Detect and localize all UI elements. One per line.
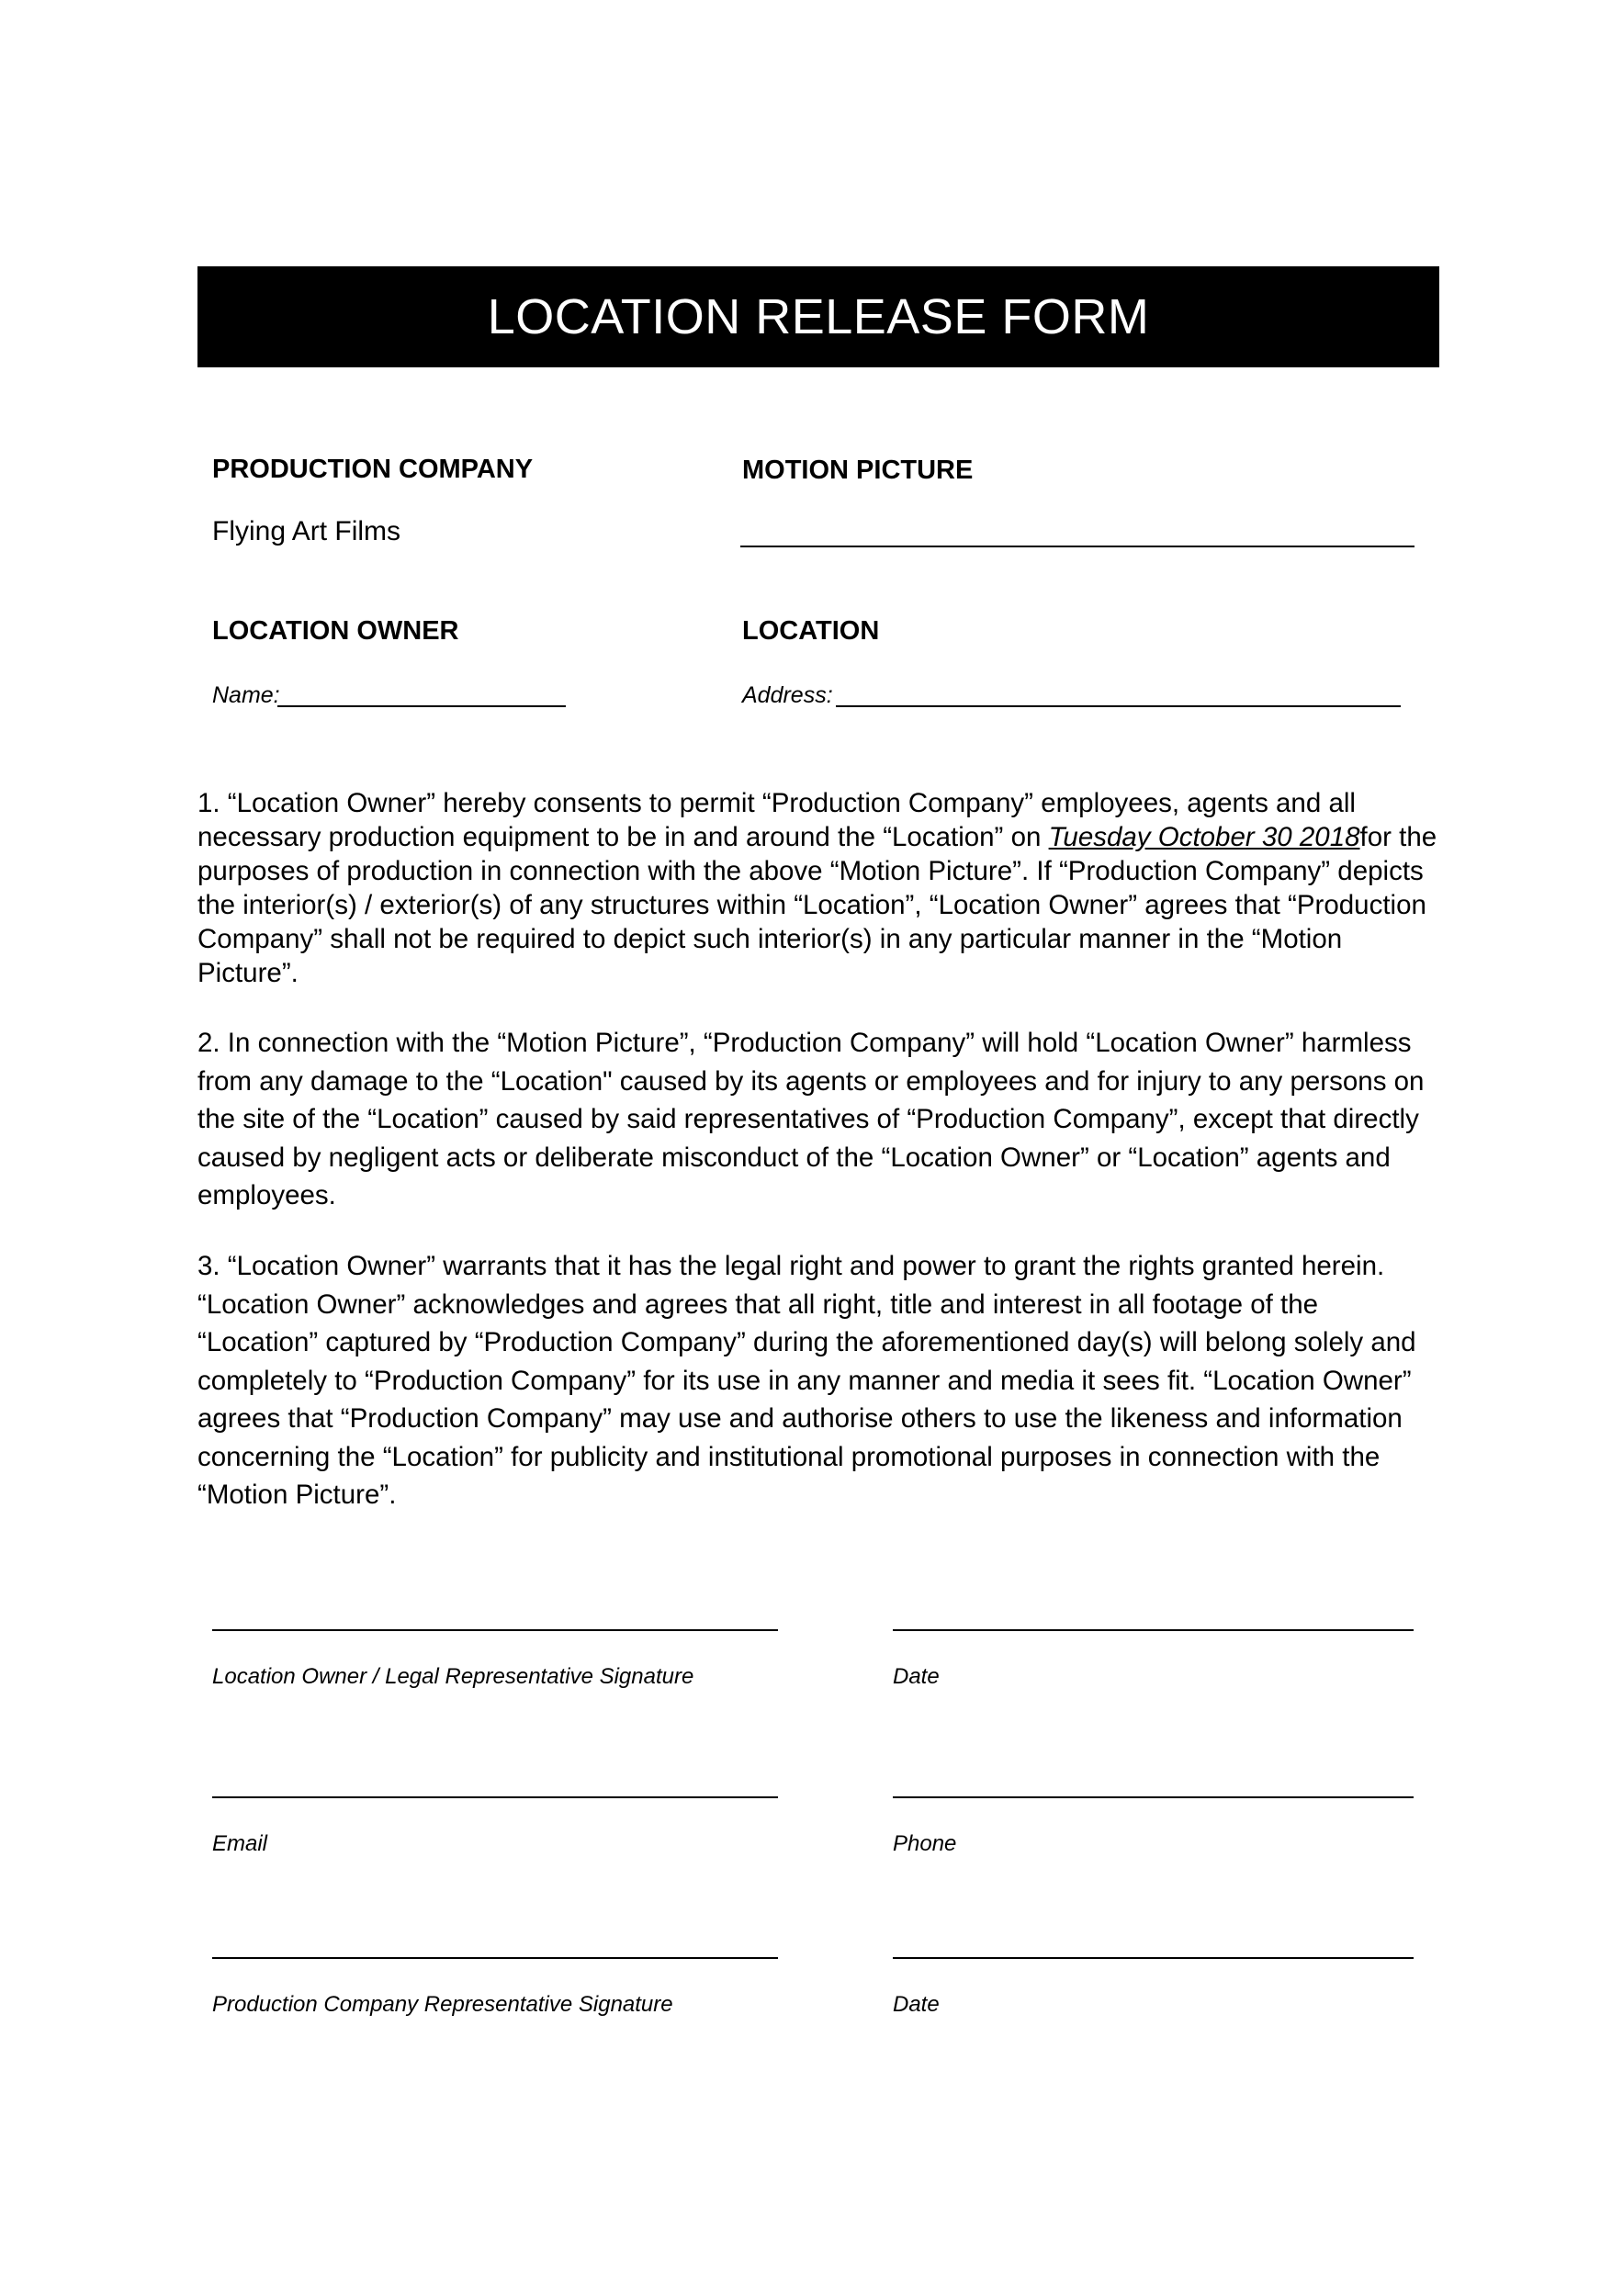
- filming-date: Tuesday October 30 2018: [1048, 822, 1360, 852]
- production-company-value: Flying Art Films: [212, 516, 401, 546]
- clause-3: 3. “Location Owner” warrants that it has the legal right and power to grant the rights granted herein. “Location Owner” acknowledges and agrees that all right, title and interest in all footage of the “Location” captured by “Production Company” during the aforementioned day(s) will belong solely and completely to “Production Company” for its use in any manner and media it sees fit. “Location Owner” agrees that “Production Company” may use and authorise others to use the likeness and information concerning the “Location” for publicity and institutional promotional purposes in connection with the “Motion Picture”.: [197, 1251, 1416, 1510]
- location-label: LOCATION: [742, 616, 880, 646]
- clause-1-part2: for the purposes of production in connection with the above “Motion Picture”. If “Production Company” depicts the interior(s) / exterior(s) of any structures within “Location”, “Location Owner” agrees that “Production Company” shall not be required to depict such interior(s) in any particular manner in the “Motion Picture”.: [197, 822, 1437, 988]
- phone-label: Phone: [893, 1831, 957, 1856]
- clause-1-part1: 1. “Location Owner” hereby consents to permit “Production Company” employees, agents and all necessary production equipment to be in and around the “Location” on: [197, 788, 1356, 852]
- email-line[interactable]: [212, 1796, 778, 1798]
- clause-1: [197, 786, 1442, 990]
- company-signature-line[interactable]: [212, 1957, 778, 1959]
- owner-signature-label: Location Owner / Legal Representative Signature: [212, 1664, 694, 1689]
- phone-line[interactable]: [893, 1796, 1414, 1798]
- clause-2: 2. In connection with the “Motion Picture”, “Production Company” will hold “Location Owner” harmless from any damage to the “Location" caused by its agents or employees and for injury to any persons on the site of the “Location” caused by said representatives of “Production Company”, except that directly caused by negligent acts or deliberate misconduct of the “Location Owner” or “Location” agents and employees.: [197, 1028, 1425, 1210]
- owner-signature-line[interactable]: [212, 1629, 778, 1631]
- company-date-line[interactable]: [893, 1957, 1414, 1959]
- owner-date-line[interactable]: [893, 1629, 1414, 1631]
- email-label: Email: [212, 1831, 268, 1856]
- owner-name-label: Name:: [212, 682, 280, 708]
- owner-date-label: Date: [893, 1664, 940, 1689]
- owner-name-field[interactable]: [277, 705, 566, 707]
- location-address-label: Address:: [742, 682, 833, 708]
- location-owner-label: LOCATION OWNER: [212, 616, 459, 646]
- motion-picture-field[interactable]: [740, 546, 1414, 547]
- company-signature-label: Production Company Representative Signature: [212, 1992, 673, 2017]
- form-title: LOCATION RELEASE FORM: [487, 289, 1150, 344]
- location-address-field[interactable]: [836, 705, 1401, 707]
- company-date-label: Date: [893, 1992, 940, 2017]
- production-company-label: PRODUCTION COMPANY: [212, 455, 534, 484]
- motion-picture-label: MOTION PICTURE: [742, 456, 974, 485]
- form-title-bar: [197, 266, 1439, 367]
